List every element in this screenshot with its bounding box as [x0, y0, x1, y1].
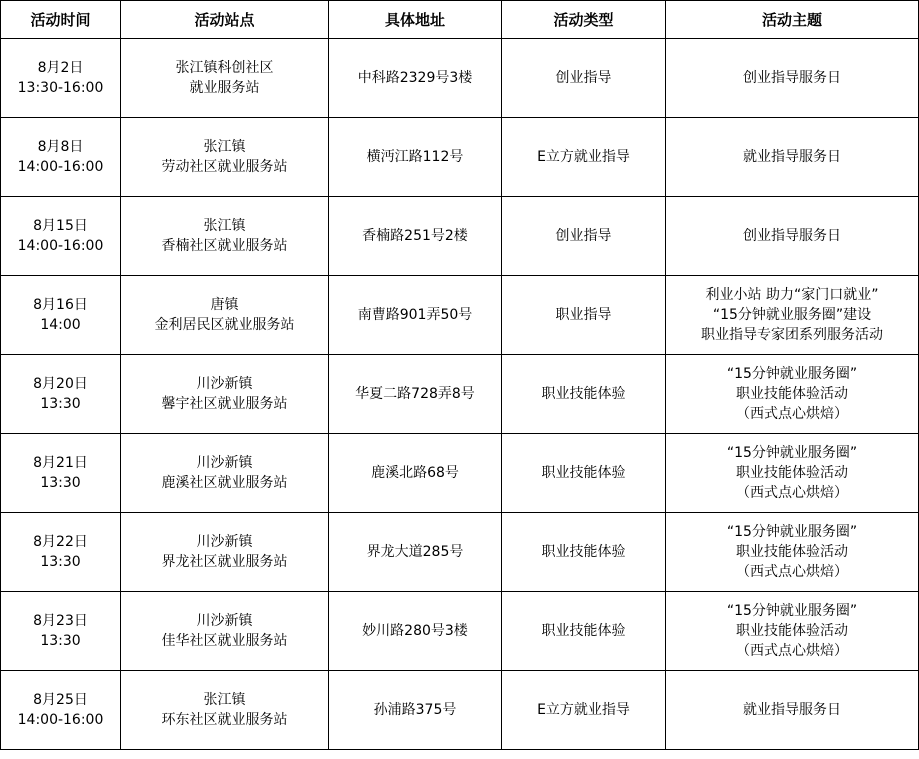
- header-activity-site: 活动站点: [121, 1, 329, 39]
- theme-cell: [666, 671, 919, 750]
- theme-cell-line: （西式点心烘焙）: [736, 406, 848, 422]
- table-body: [1, 39, 919, 750]
- time-cell-line: 14:00: [40, 317, 81, 333]
- site-cell-line: 川沙新镇: [196, 534, 253, 550]
- address-cell: [329, 276, 502, 355]
- theme-cell: [666, 434, 919, 513]
- type-cell: [502, 118, 666, 197]
- time-cell: [1, 118, 121, 197]
- type-cell-line: 职业技能体验: [541, 623, 626, 639]
- site-cell: [121, 355, 329, 434]
- type-cell: [502, 355, 666, 434]
- theme-cell-line: 利业小站 助力“家门口就业”: [705, 287, 879, 303]
- time-cell-line: 8月25日: [33, 692, 88, 708]
- address-cell: [329, 592, 502, 671]
- type-cell-line: E立方就业指导: [537, 702, 630, 718]
- time-cell-line: 8月16日: [33, 297, 88, 313]
- table-row: [1, 118, 919, 197]
- table-row: [1, 592, 919, 671]
- site-cell: [121, 39, 329, 118]
- type-cell: [502, 276, 666, 355]
- type-cell-line: 职业技能体验: [541, 386, 626, 402]
- table-row: [1, 197, 919, 276]
- theme-cell: [666, 513, 919, 592]
- theme-cell: [666, 276, 919, 355]
- site-cell-line: 张江镇科创社区: [175, 60, 274, 76]
- site-cell: [121, 592, 329, 671]
- type-cell: [502, 39, 666, 118]
- table-row: [1, 671, 919, 750]
- site-cell: [121, 671, 329, 750]
- address-cell-line: 界龙大道285号: [366, 544, 464, 560]
- theme-cell: [666, 39, 919, 118]
- table-row: [1, 355, 919, 434]
- time-cell: [1, 39, 121, 118]
- type-cell-line: E立方就业指导: [537, 149, 630, 165]
- site-cell-line: 佳华社区就业服务站: [161, 633, 288, 649]
- site-cell-line: 川沙新镇: [196, 613, 253, 629]
- type-cell-line: 职业技能体验: [541, 544, 626, 560]
- time-cell-line: 8月22日: [33, 534, 88, 550]
- theme-cell-line: 创业指导服务日: [743, 70, 841, 86]
- address-cell-line: 南曹路901弄50号: [357, 307, 473, 323]
- type-cell-line: 创业指导: [555, 228, 612, 244]
- time-cell: [1, 434, 121, 513]
- header-activity-theme: 活动主题: [666, 1, 919, 39]
- theme-cell-line: 职业指导专家团系列服务活动: [701, 327, 883, 343]
- site-cell-line: 张江镇: [203, 139, 246, 155]
- site-cell-line: 香楠社区就业服务站: [161, 238, 288, 254]
- time-cell-line: 13:30: [40, 475, 81, 491]
- header-address: 具体地址: [329, 1, 502, 39]
- site-cell-line: 环东社区就业服务站: [161, 712, 288, 728]
- theme-cell-line: “15分钟就业服务圈”: [726, 524, 858, 540]
- address-cell: [329, 118, 502, 197]
- address-cell-line: 横沔江路112号: [366, 149, 464, 165]
- theme-cell: [666, 592, 919, 671]
- type-cell-line: 创业指导: [555, 70, 612, 86]
- table-row: [1, 39, 919, 118]
- site-cell-line: 唐镇: [210, 297, 239, 313]
- site-cell: [121, 434, 329, 513]
- address-cell: [329, 434, 502, 513]
- theme-cell-line: （西式点心烘焙）: [736, 564, 848, 580]
- header-activity-type: 活动类型: [502, 1, 666, 39]
- type-cell: [502, 434, 666, 513]
- time-cell-line: 14:00-16:00: [17, 159, 104, 175]
- theme-cell-line: “15分钟就业服务圈”建设: [712, 307, 872, 323]
- site-cell-line: 鹿溪社区就业服务站: [161, 475, 288, 491]
- theme-cell: [666, 118, 919, 197]
- site-cell-line: 馨宇社区就业服务站: [161, 396, 288, 412]
- time-cell: [1, 671, 121, 750]
- time-cell: [1, 592, 121, 671]
- address-cell: [329, 671, 502, 750]
- table-header-row: [1, 1, 919, 39]
- address-cell: [329, 355, 502, 434]
- type-cell: [502, 513, 666, 592]
- theme-cell-line: 职业技能体验活动: [736, 623, 848, 639]
- time-cell-line: 14:00-16:00: [17, 238, 104, 254]
- theme-cell-line: “15分钟就业服务圈”: [726, 366, 858, 382]
- time-cell: [1, 197, 121, 276]
- time-cell-line: 13:30-16:00: [17, 80, 104, 96]
- theme-cell-line: “15分钟就业服务圈”: [726, 603, 858, 619]
- site-cell: [121, 118, 329, 197]
- site-cell-line: 张江镇: [203, 218, 246, 234]
- site-cell: [121, 276, 329, 355]
- theme-cell-line: 创业指导服务日: [743, 228, 841, 244]
- time-cell-line: 14:00-16:00: [17, 712, 104, 728]
- address-cell: [329, 513, 502, 592]
- table-row: [1, 276, 919, 355]
- address-cell: [329, 39, 502, 118]
- time-cell-line: 8月23日: [33, 613, 88, 629]
- site-cell-line: 川沙新镇: [196, 455, 253, 471]
- address-cell-line: 鹿溪北路68号: [371, 465, 459, 481]
- theme-cell-line: “15分钟就业服务圈”: [726, 445, 858, 461]
- theme-cell-line: 就业指导服务日: [743, 702, 841, 718]
- theme-cell-line: （西式点心烘焙）: [736, 643, 848, 659]
- header-activity-time: 活动时间: [1, 1, 121, 39]
- time-cell-line: 8月20日: [33, 376, 88, 392]
- time-cell-line: 13:30: [40, 633, 81, 649]
- theme-cell-line: 就业指导服务日: [743, 149, 841, 165]
- time-cell-line: 8月2日: [37, 60, 84, 76]
- theme-cell-line: 职业技能体验活动: [736, 544, 848, 560]
- table-row: [1, 513, 919, 592]
- type-cell: [502, 671, 666, 750]
- time-cell-line: 8月8日: [37, 139, 84, 155]
- type-cell-line: 职业指导: [555, 307, 612, 323]
- site-cell: [121, 197, 329, 276]
- theme-cell: [666, 197, 919, 276]
- address-cell-line: 中科路2329号3楼: [357, 70, 473, 86]
- table-row: [1, 434, 919, 513]
- time-cell: [1, 355, 121, 434]
- address-cell-line: 孙浦路375号: [373, 702, 457, 718]
- theme-cell: [666, 355, 919, 434]
- time-cell: [1, 276, 121, 355]
- time-cell: [1, 513, 121, 592]
- site-cell: [121, 513, 329, 592]
- site-cell-line: 劳动社区就业服务站: [161, 159, 288, 175]
- site-cell-line: 就业服务站: [189, 80, 260, 96]
- type-cell: [502, 197, 666, 276]
- address-cell-line: 香楠路251号2楼: [362, 228, 468, 244]
- type-cell-line: 职业技能体验: [541, 465, 626, 481]
- site-cell-line: 川沙新镇: [196, 376, 253, 392]
- time-cell-line: 13:30: [40, 396, 81, 412]
- theme-cell-line: （西式点心烘焙）: [736, 485, 848, 501]
- site-cell-line: 金利居民区就业服务站: [154, 317, 295, 333]
- site-cell-line: 张江镇: [203, 692, 246, 708]
- time-cell-line: 13:30: [40, 554, 81, 570]
- site-cell-line: 界龙社区就业服务站: [161, 554, 288, 570]
- theme-cell-line: 职业技能体验活动: [736, 386, 848, 402]
- address-cell: [329, 197, 502, 276]
- type-cell: [502, 592, 666, 671]
- address-cell-line: 妙川路280号3楼: [362, 623, 468, 639]
- address-cell-line: 华夏二路728弄8号: [355, 386, 475, 402]
- time-cell-line: 8月15日: [33, 218, 88, 234]
- time-cell-line: 8月21日: [33, 455, 88, 471]
- theme-cell-line: 职业技能体验活动: [736, 465, 848, 481]
